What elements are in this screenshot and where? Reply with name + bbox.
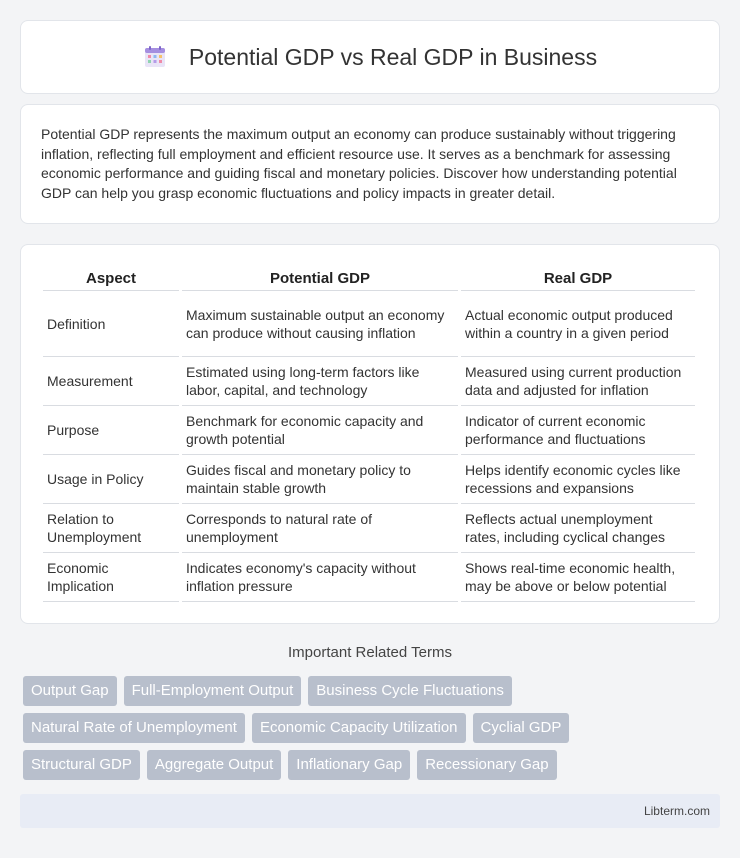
table-header-row bbox=[43, 265, 695, 291]
related-terms-title: Important Related Terms bbox=[288, 644, 452, 661]
tag-structural-gdp[interactable]: Structural GDP bbox=[23, 750, 140, 780]
table-row bbox=[43, 504, 695, 553]
cell-potential: Benchmark for economic capacity and growth potential bbox=[182, 406, 458, 455]
cell-real: Reflects actual unemployment rates, including cyclical changes bbox=[461, 504, 695, 553]
tag-output-gap[interactable]: Output Gap bbox=[23, 676, 117, 706]
tag-row bbox=[23, 713, 723, 743]
cell-real: Indicator of current economic performance and fluctuations bbox=[461, 406, 695, 455]
table-row bbox=[43, 291, 695, 357]
calendar-icon bbox=[143, 45, 167, 69]
header-potential-gdp: Potential GDP bbox=[182, 265, 458, 291]
header-card bbox=[20, 20, 720, 94]
cell-potential: Guides fiscal and monetary policy to maintain stable growth bbox=[182, 455, 458, 504]
table-row bbox=[43, 357, 695, 406]
header-real-gdp: Real GDP bbox=[461, 265, 695, 291]
cell-aspect: Usage in Policy bbox=[43, 455, 179, 504]
cell-potential: Estimated using long-term factors like labor, capital, and technology bbox=[182, 357, 458, 406]
intro-paragraph: Potential GDP represents the maximum output an economy can produce sustainably without triggering inflation, reflecting full employment and efficient resource use. It serves as a benchmark for assessing economic performance and guiding fiscal and monetary policies. Discover how understanding potential GDP can help you grasp economic fluctuations and policy impacts in greater detail. bbox=[41, 126, 677, 201]
cell-aspect: Definition bbox=[43, 291, 179, 357]
comparison-table bbox=[40, 265, 698, 602]
cell-potential: Indicates economy's capacity without inflation pressure bbox=[182, 553, 458, 602]
table-row bbox=[43, 406, 695, 455]
tag-full-employment-output[interactable]: Full-Employment Output bbox=[124, 676, 302, 706]
tag-row bbox=[23, 676, 723, 706]
tag-recessionary-gap[interactable]: Recessionary Gap bbox=[417, 750, 556, 780]
intro-card bbox=[20, 104, 720, 224]
cell-real: Actual economic output produced within a country in a given period bbox=[461, 291, 695, 357]
table-row bbox=[43, 553, 695, 602]
tag-economic-capacity-utilization[interactable]: Economic Capacity Utilization bbox=[252, 713, 466, 743]
tag-cyclial-gdp[interactable]: Cyclial GDP bbox=[473, 713, 570, 743]
tag-business-cycle-fluctuations[interactable]: Business Cycle Fluctuations bbox=[308, 676, 512, 706]
related-terms-tags bbox=[23, 676, 723, 787]
cell-aspect: Economic Implication bbox=[43, 553, 179, 602]
cell-real: Helps identify economic cycles like recessions and expansions bbox=[461, 455, 695, 504]
header-title-wrap bbox=[143, 44, 597, 71]
footer bbox=[20, 794, 720, 828]
tag-inflationary-gap[interactable]: Inflationary Gap bbox=[288, 750, 410, 780]
cell-real: Shows real-time economic health, may be above or below potential bbox=[461, 553, 695, 602]
cell-potential: Corresponds to natural rate of unemployment bbox=[182, 504, 458, 553]
cell-aspect: Purpose bbox=[43, 406, 179, 455]
tag-aggregate-output[interactable]: Aggregate Output bbox=[147, 750, 281, 780]
tag-natural-rate-of-unemployment[interactable]: Natural Rate of Unemployment bbox=[23, 713, 245, 743]
header-aspect: Aspect bbox=[43, 265, 179, 291]
page-title: Potential GDP vs Real GDP in Business bbox=[188, 43, 598, 70]
cell-aspect: Measurement bbox=[43, 357, 179, 406]
cell-aspect: Relation to Unemployment bbox=[43, 504, 179, 553]
cell-potential: Maximum sustainable output an economy can produce without causing inflation bbox=[182, 291, 458, 357]
tag-row bbox=[23, 750, 723, 780]
comparison-table-card bbox=[20, 244, 720, 624]
cell-real: Measured using current production data and adjusted for inflation bbox=[461, 357, 695, 406]
footer-brand[interactable]: Libterm.com bbox=[643, 804, 710, 818]
table-row bbox=[43, 455, 695, 504]
